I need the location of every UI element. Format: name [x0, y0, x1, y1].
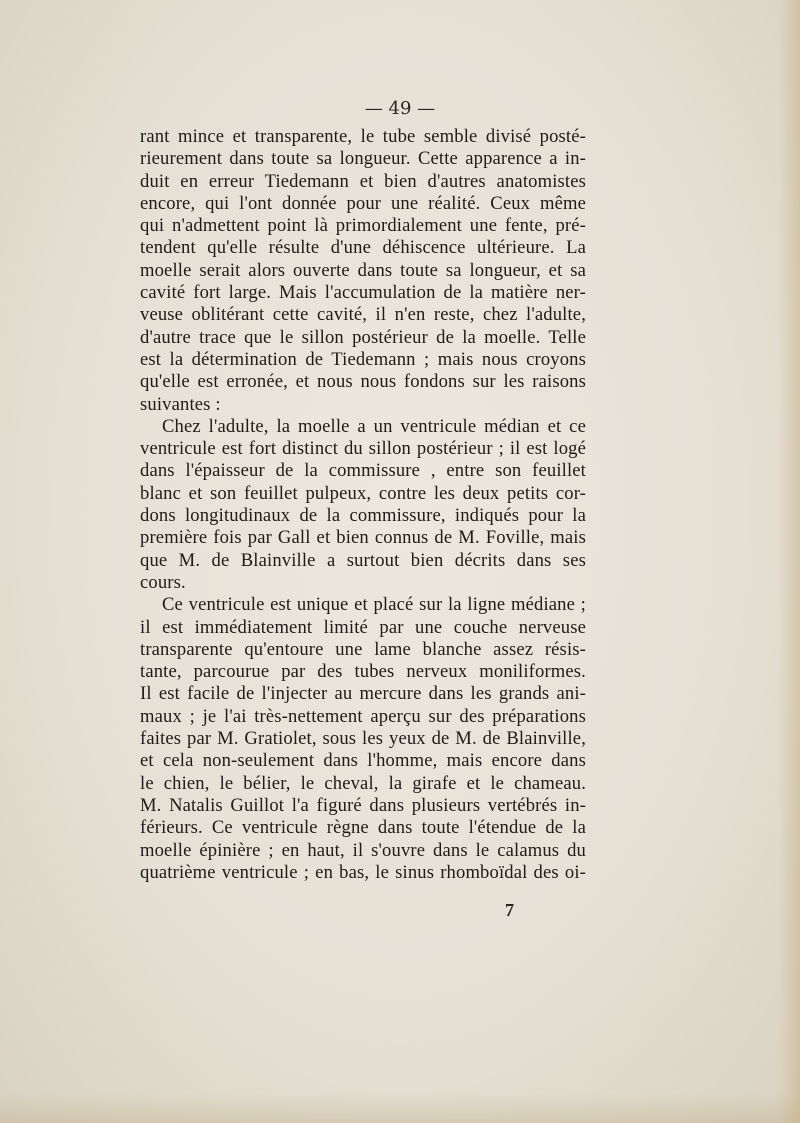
text-line: cours.	[140, 571, 186, 593]
text-line: d'autre trace que le sillon postérieur de la moelle. Telle	[140, 326, 586, 348]
signature-mark: 7	[505, 900, 514, 920]
text-line: suivantes :	[140, 393, 221, 415]
text-line: cavité fort large. Mais l'accumulation de la matière ner-	[140, 282, 586, 304]
text-line: maux ; je l'ai très-nettement aperçu sur des préparations	[140, 705, 586, 727]
text-line: Il est facile de l'injecter au mercure dans les grands ani-	[140, 683, 586, 705]
text-line: encore, qui l'ont donnée pour une réalité. Ceux même	[140, 192, 586, 214]
body-text	[140, 126, 586, 884]
page-number: — 49 —	[364, 98, 436, 119]
text-line: veuse oblitérant cette cavité, il n'en reste, chez l'adulte,	[140, 304, 586, 326]
text-line: ventricule est fort distinct du sillon postérieur ; il est logé	[140, 438, 586, 460]
text-line: moelle épinière ; en haut, il s'ouvre dans le calamus du	[140, 839, 586, 861]
text-line: est la détermination de Tiedemann ; mais nous croyons	[140, 348, 586, 370]
text-line: qu'elle est erronée, et nous nous fondons sur les raisons	[140, 371, 586, 393]
text-line: quatrième ventricule ; en bas, le sinus rhomboïdal des oi-	[140, 861, 586, 883]
text-line: faites par M. Gratiolet, sous les yeux de M. de Blainville,	[140, 728, 586, 750]
text-line: qui n'admettent point là primordialement une fente, pré-	[140, 215, 586, 237]
text-line: tante, parcourue par des tubes nerveux moniliformes.	[140, 661, 586, 683]
text-line: il est immédiatement limité par une couche nerveuse	[140, 616, 586, 638]
text-line: tendent qu'elle résulte d'une déhiscence ultérieure. La	[140, 237, 586, 259]
text-line: Ce ventricule est unique et placé sur la ligne médiane ;	[162, 594, 586, 616]
text-line: M. Natalis Guillot l'a figuré dans plusieurs vertébrés in-	[140, 794, 586, 816]
text-line: transparente qu'entoure une lame blanche assez résis-	[140, 638, 586, 660]
text-line: férieurs. Ce ventricule règne dans toute l'étendue de la	[140, 817, 586, 839]
page-bottom-shadow	[0, 1093, 800, 1123]
text-line: blanc et son feuillet pulpeux, contre les deux petits cor-	[140, 482, 586, 504]
text-line: et cela non-seulement dans l'homme, mais encore dans	[140, 750, 586, 772]
text-line: le chien, le bélier, le cheval, la girafe et le chameau.	[140, 772, 586, 794]
text-line: que M. de Blainville a surtout bien décrits dans ses	[140, 549, 586, 571]
text-line: dons longitudinaux de la commissure, indiqués pour la	[140, 505, 586, 527]
text-line: première fois par Gall et bien connus de M. Foville, mais	[140, 527, 586, 549]
text-line: dans l'épaisseur de la commissure , entre son feuillet	[140, 460, 586, 482]
text-line: moelle serait alors ouverte dans toute sa longueur, et sa	[140, 259, 586, 281]
text-line: Chez l'adulte, la moelle a un ventricule médian et ce	[162, 415, 586, 437]
text-line: rant mince et transparente, le tube semble divisé posté-	[140, 126, 586, 147]
page-edge-shadow	[778, 0, 800, 1123]
text-line: duit en erreur Tiedemann et bien d'autres anatomistes	[140, 170, 586, 192]
text-line: rieurement dans toute sa longueur. Cette apparence a in-	[140, 148, 586, 170]
